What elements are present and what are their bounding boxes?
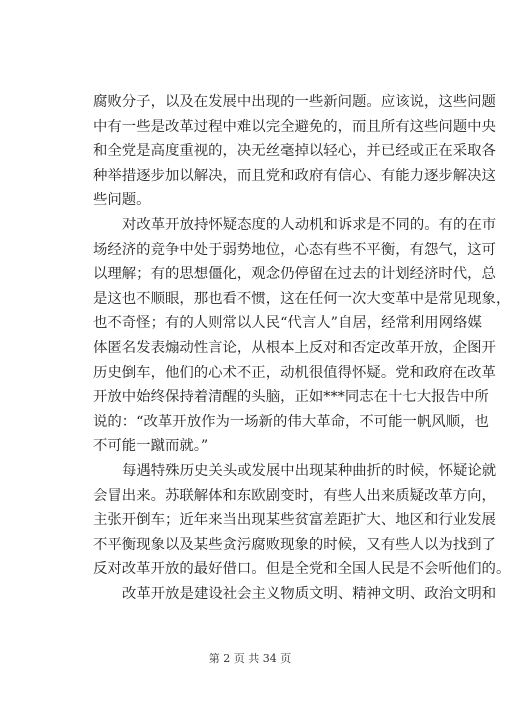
text-line: 不可能一蹴而就。” xyxy=(93,438,209,455)
text-line: 中有一些是改革过程中难以完全避免的，而且所有这些问题中央 xyxy=(93,118,496,135)
text-line: 说的：“改革开放作为一场新的伟大革命，不可能一帆风顺，也 xyxy=(93,413,489,430)
text-line: 是这也不顺眼，那也看不惯，这在任何一次大变革中是常见现象， xyxy=(93,290,510,307)
text-line: 场经济的竞争中处于弱势地位，心态有些不平衡，有怨气，这可 xyxy=(93,241,496,258)
text-line: 体匿名发表煽动性言论，从根本上反对和否定改革开放，企图开 xyxy=(93,339,496,356)
body-text xyxy=(93,90,510,606)
text-line: 会冒出来。苏联解体和东欧剧变时，有些人出来质疑改革方向， xyxy=(93,487,496,504)
text-line: 些问题。 xyxy=(93,192,151,209)
text-line: 以理解；有的思想僵化，观念仍停留在过去的计划经济时代，总 xyxy=(93,266,496,283)
text-line: 不平衡现象以及某些贪污腐败现象的时候，又有些人以为找到了 xyxy=(93,536,496,553)
text-line: 腐败分子，以及在发展中出现的一些新问题。应该说，这些问题 xyxy=(93,94,496,110)
text-line: 种举措逐步加以解决，而且党和政府有信心、有能力逐步解决这 xyxy=(93,167,496,184)
text-line: 开放中始终保持着清醒的头脑，正如***同志在十七大报告中所 xyxy=(93,389,489,406)
text-line: 反对改革开放的最好借口。但是全党和全国人民是不会听他们的。 xyxy=(93,561,510,578)
text-line: 对改革开放持怀疑态度的人动机和诉求是不同的。有的在市 xyxy=(122,216,497,233)
text-line: 主张开倒车；近年来当出现某些贫富差距扩大、地区和行业发展 xyxy=(93,512,496,529)
text-line: 也不奇怪；有的人则常以人民“代言人”自居，经常利用网络媒 xyxy=(93,315,482,332)
text-line: 历史倒车，他们的心术不正，动机很值得怀疑。党和政府在改革 xyxy=(93,364,496,381)
page-footer: 第 2 页 共 34 页 xyxy=(208,652,292,665)
text-line: 和全党是高度重视的，决无丝毫掉以轻心，并已经或正在采取各 xyxy=(93,143,496,160)
text-line: 每遇特殊历史关头或发展中出现某种曲折的时候，怀疑论就 xyxy=(122,462,497,479)
text-line: 改革开放是建设社会主义物质文明、精神文明、政治文明和 xyxy=(122,585,497,602)
